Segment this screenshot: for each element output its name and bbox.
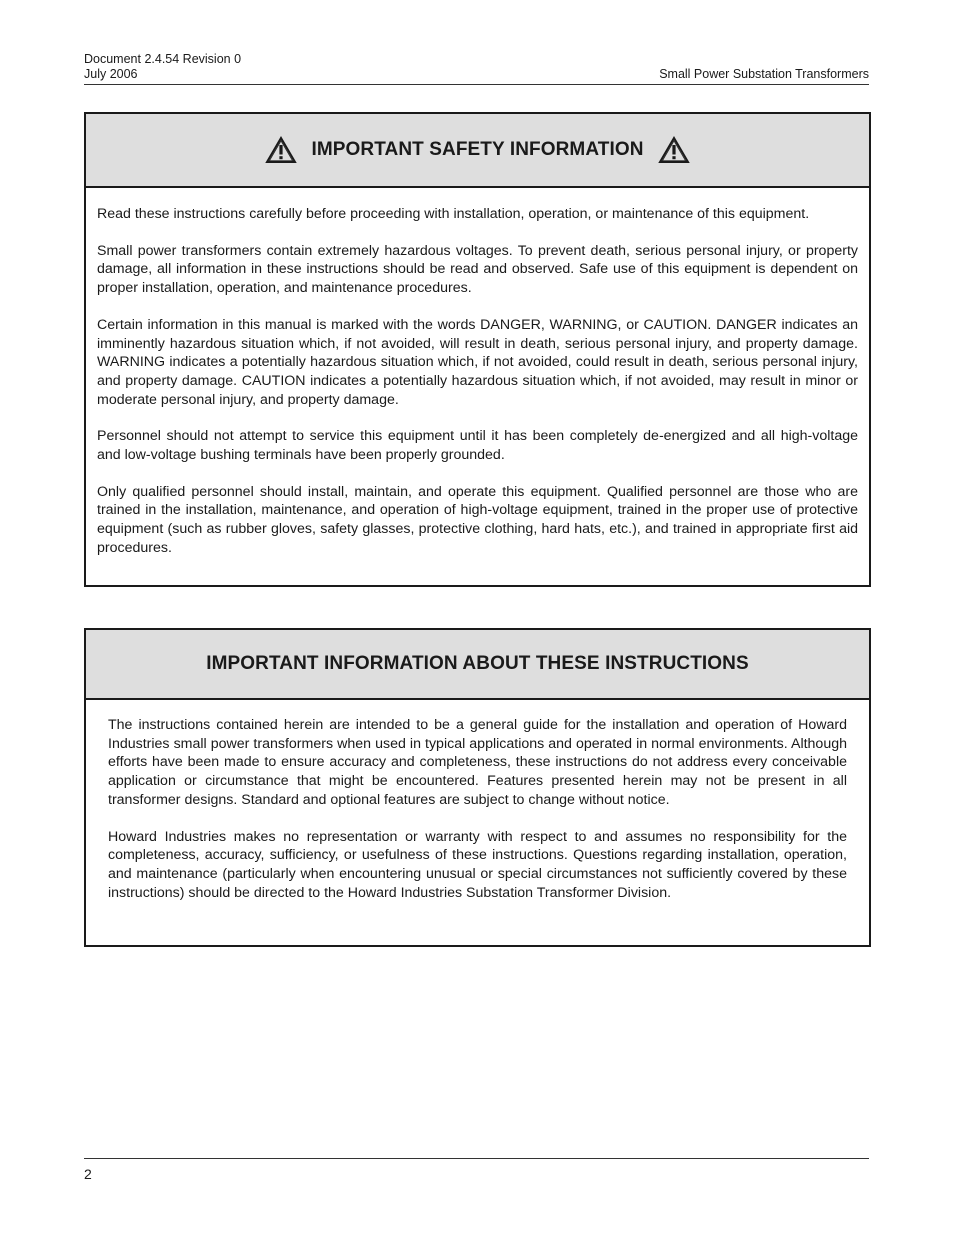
page-footer <box>84 1158 869 1182</box>
page-header <box>84 52 869 85</box>
document-info <box>84 52 241 82</box>
safety-paragraph: Read these instructions carefully before proceeding with installation, operation, or maintenance of this equipment. <box>97 206 810 222</box>
safety-paragraph: Certain information in this manual is marked with the words DANGER, WARNING, or CAUTION. DANGER indicates an imminently hazardous situation which, if not avoided, will result in death, serious personal injury, and property damage. WARNING indicates a potentially hazardous situation which, if not avoided, could result in death, serious personal injury, and property damage. CAUTION indicates a potentially hazardous situation which, if not avoided, may result in minor or moderate personal injury, and property damage. <box>97 316 858 408</box>
instructions-paragraph: Howard Industries makes no representation or warranty with respect to and assumes no responsibility for the completeness, accuracy, sufficiency, or usefulness of these instructions. Questions regarding installation, operation, and maintenance (particularly when encountering unusual or special circumstances not sufficiently covered by these instructions) should be directed to the Howard Industries Substation Transformer Division. <box>108 828 847 901</box>
safety-information-box <box>84 112 871 587</box>
safety-box-body <box>86 188 869 558</box>
instructions-information-box <box>84 628 871 947</box>
warning-triangle-icon <box>658 136 690 164</box>
safety-box-title: IMPORTANT SAFETY INFORMATION <box>311 139 644 160</box>
document-title: Small Power Substation Transformers <box>659 67 869 81</box>
instructions-box-header <box>86 630 869 700</box>
document-number: Document 2.4.54 Revision 0 <box>84 52 242 66</box>
instructions-box-body <box>86 700 869 902</box>
safety-paragraph: Personnel should not attempt to service this equipment until it has been completely de-energized and all high-voltage and low-voltage bushing terminals have been properly grounded. <box>97 428 858 464</box>
instructions-box-title: IMPORTANT INFORMATION ABOUT THESE INSTRUCTIONS <box>206 653 749 674</box>
safety-box-header <box>86 114 869 188</box>
document-date: July 2006 <box>84 67 138 81</box>
instructions-paragraph: The instructions contained herein are intended to be a general guide for the installation and operation of Howard Industries small power transformers when used in typical applications and operated in normal environments. Although efforts have been made to ensure accuracy and completeness, these instructions do not address every conceivable application or circumstance that might be encountered. Features presented herein may not be present in all transformer designs. Standard and optional features are subject to change without notice. <box>108 717 847 808</box>
safety-paragraph: Small power transformers contain extremely hazardous voltages. To prevent death, serious personal injury, or property damage, all information in these instructions should be read and observed. Safe use of this equipment is dependent on proper installation, operation, and maintenance procedures. <box>97 242 858 297</box>
warning-triangle-icon <box>265 136 297 164</box>
page-number: 2 <box>84 1166 92 1182</box>
safety-paragraph: Only qualified personnel should install, maintain, and operate this equipment. Qualified personnel are those who are trained in the installation, maintenance, and operation of high-voltage equipment, trained in the proper use of protective equipment (such as rubber gloves, safety glasses, protective clothing, hard hats, etc.), and trained in appropriate first aid procedures. <box>97 483 858 556</box>
